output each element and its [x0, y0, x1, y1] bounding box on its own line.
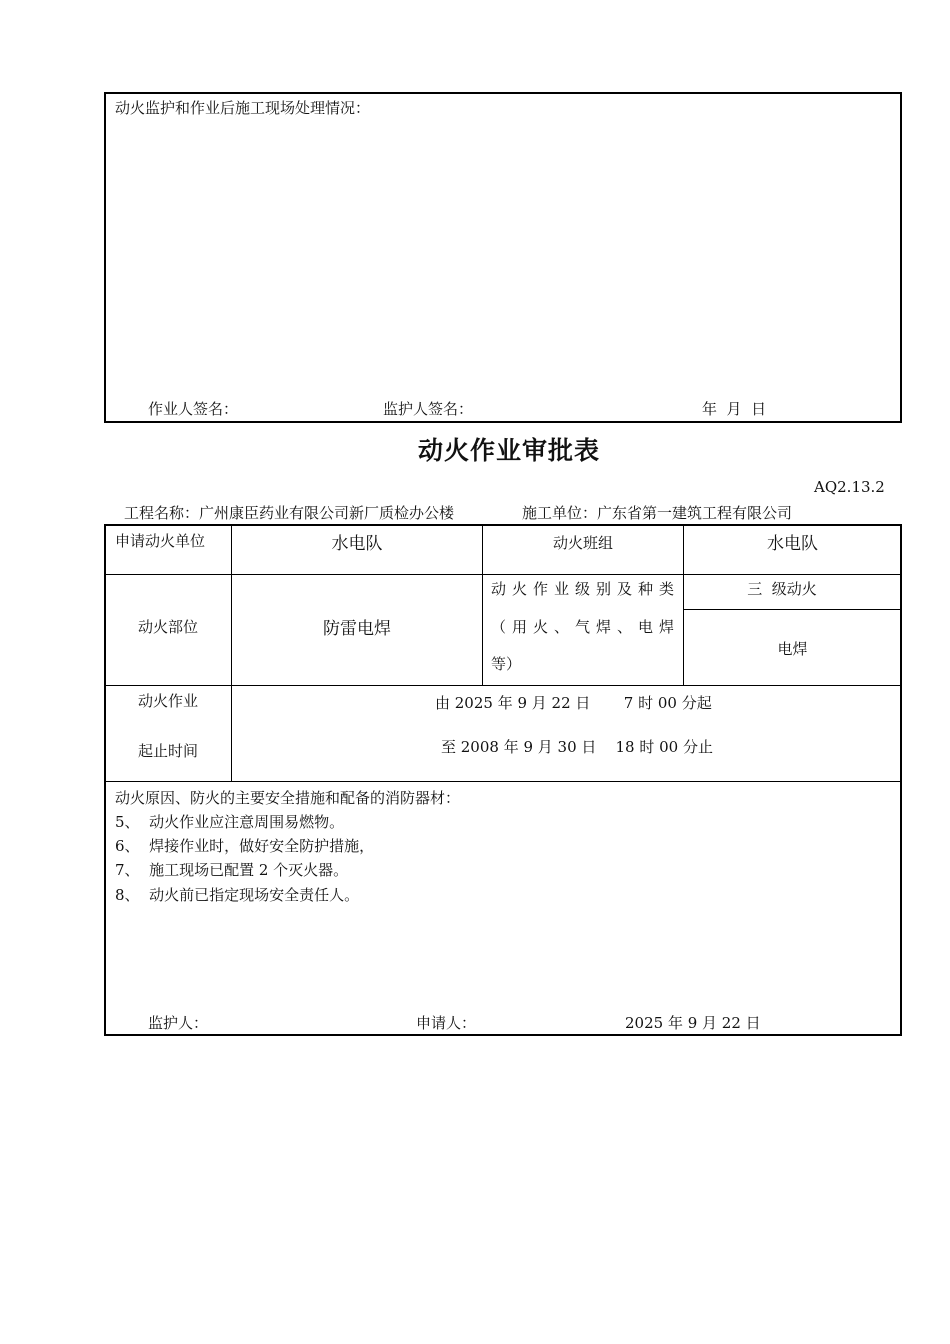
worker-sign-label: 作业人签名：: [148, 400, 239, 418]
measure-item: 5、 动火作业应注意周围易燃物。: [115, 813, 345, 831]
guardian-label: 监护人：: [148, 1014, 209, 1032]
col-divider: [231, 525, 232, 781]
site-handling-section: [104, 92, 902, 423]
measure-item: 8、 动火前已指定现场安全责任人。: [115, 886, 360, 904]
guardian-sign-label: 监护人签名：: [383, 400, 474, 418]
level-label-line3: 等）: [491, 655, 522, 673]
approval-table: [104, 524, 902, 1036]
site-handling-heading: 动火监护和作业后施工现场处理情况：: [115, 99, 371, 117]
time-label-line1: 动火作业: [137, 692, 198, 710]
level-label-line1: 动火作业级别及种类: [491, 580, 681, 598]
applicant-unit-value: 水电队: [331, 534, 383, 554]
measures-heading: 动火原因、防火的主要安全措施和配备的消防器材：: [115, 789, 461, 807]
date-label: 年 月 日: [702, 400, 767, 418]
form-code: AQ2.13.2: [814, 478, 885, 496]
approval-date: 2025 年 9 月 22 日: [625, 1014, 761, 1032]
contractor-name: 施工单位：广东省第一建筑工程有限公司: [522, 504, 793, 522]
row-divider: [105, 574, 901, 575]
row-divider: [683, 609, 901, 610]
team-value: 水电队: [767, 534, 818, 554]
applicant-label: 申请人：: [416, 1014, 477, 1032]
location-value: 防雷电焊: [323, 619, 391, 639]
row-divider: [105, 781, 901, 782]
row-divider: [105, 685, 901, 686]
form-title: 动火作业审批表: [417, 436, 600, 465]
time-label-line2: 起止时间: [137, 742, 198, 760]
level-label-line2: （用火、气焊、电焊: [491, 618, 681, 636]
project-name: 工程名称：广州康臣药业有限公司新厂质检办公楼: [124, 504, 455, 522]
team-label: 动火班组: [552, 534, 613, 552]
measure-item: 7、 施工现场已配置 2 个灭火器。: [115, 861, 349, 879]
start-time: 由 2025 年 9 月 22 日 7 时 00 分起: [435, 694, 712, 712]
measure-item: 6、 焊接作业时，做好安全防护措施，: [115, 837, 375, 855]
type-value: 电焊: [777, 640, 808, 658]
location-label: 动火部位: [137, 618, 198, 636]
applicant-unit-label: 申请动火单位: [115, 532, 206, 550]
end-time: 至 2008 年 9 月 30 日 18 时 00 分止: [441, 738, 713, 756]
level-value: 三 级动火: [747, 580, 817, 598]
